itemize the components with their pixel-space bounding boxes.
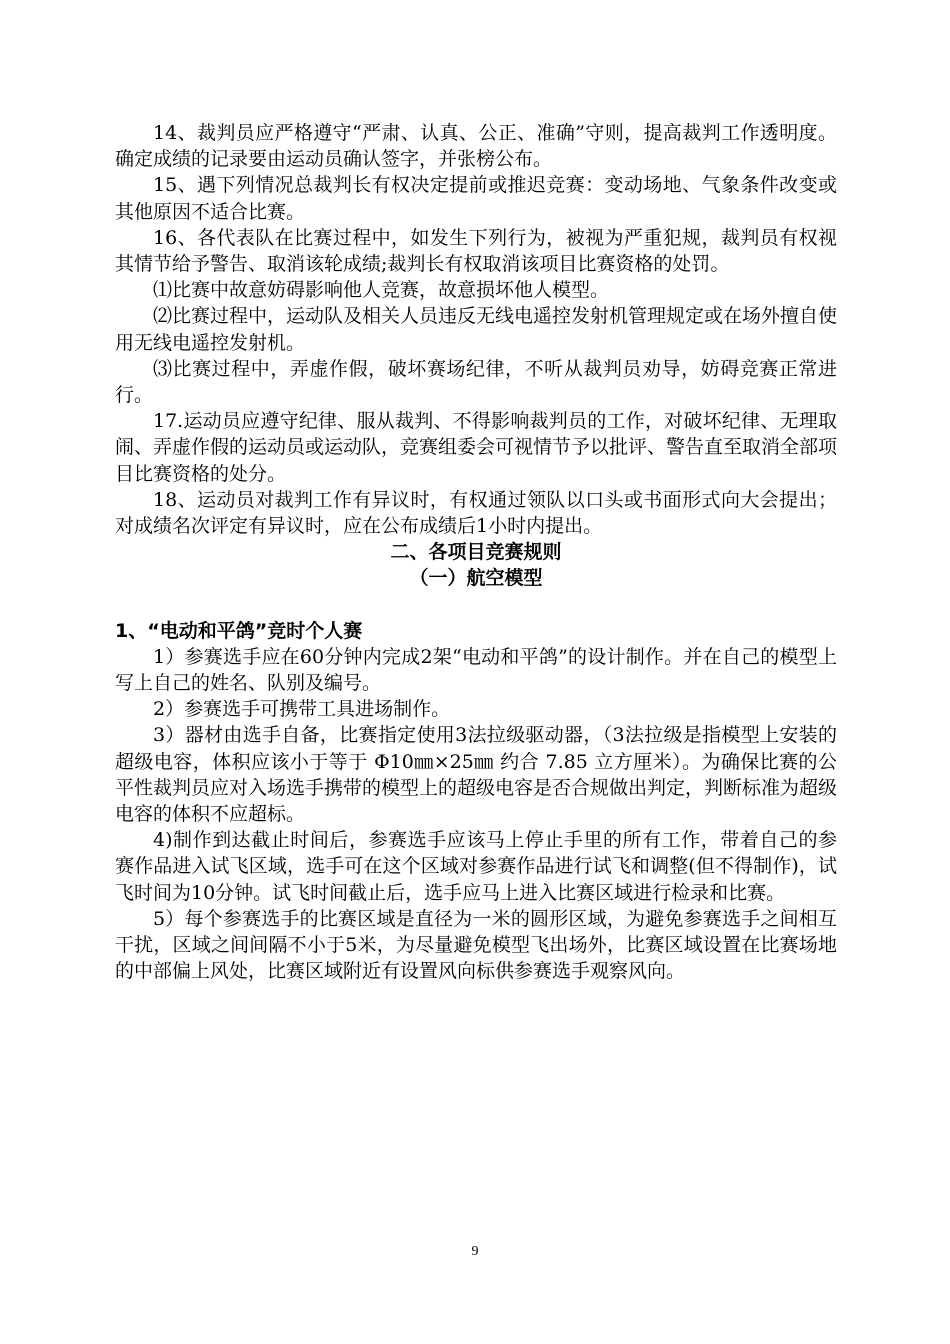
rule-16-item-3: ⑶比赛过程中，弄虚作假，破坏赛场纪律，不听从裁判员劝导，妨碍竞赛正常进行。 — [115, 357, 837, 407]
document-body — [115, 120, 837, 985]
rule-15: 15、遇下列情况总裁判长有权决定提前或推迟竞赛：变动场地、气象条件改变或其他原因不适合比赛。 — [115, 174, 837, 223]
event-item-5: 5）每个参赛选手的比赛区域是直径为一米的圆形区域，为避免参赛选手之间相互干扰，区域之间间隔不小于5米，为尽量避免模型飞出场外，比赛区域设置在比赛场地的中部偏上风处，比赛区域附近有设置风向标供参赛选手观察风向。 — [115, 907, 837, 983]
event-item-3: 3）器材由选手自备，比赛指定使用3法拉级驱动器，（3法拉级是指模型上安装的超级电容，体积应该小于等于 Φ10㎜×25㎜ 约合 7.85 立方厘米）。为确保比赛的公平性裁判员应对入场选手携带的模型上的超级电容是否合规做出判定，判断标准为超级电容的体积不应超标。 — [115, 724, 838, 826]
event-item-2: 2）参赛选手可携带工具进场制作。 — [153, 698, 451, 721]
page-number: 9 — [471, 1244, 479, 1259]
rule-16: 16、各代表队在比赛过程中，如发生下列行为，被视为严重犯规，裁判员有权视其情节给予警告、取消该轮成绩;裁判长有权取消该项目比赛资格的处罚。 — [115, 226, 837, 276]
rule-18: 18、运动员对裁判工作有异议时，有权通过领队以口头或书面形式向大会提出；对成绩名次评定有异议时，应在公布成绩后1小时内提出。 — [115, 488, 837, 538]
event-item-4: 4)制作到达截止时间后，参赛选手应该马上停止手里的所有工作，带着自己的参赛作品进入试飞区域，选手可在这个区域对参赛作品进行试飞和调整(但不得制作)，试飞时间为10分钟。试飞时间截止后，选手应马上进入比赛区域进行检录和比赛。 — [115, 829, 837, 904]
event-item-1: 1）参赛选手应在60分钟内完成2架“电动和平鸽”的设计制作。并在自己的模型上写上自己的姓名、队别及编号。 — [115, 645, 837, 695]
rule-16-item-2: ⑵比赛过程中，运动队及相关人员违反无线电遥控发射机管理规定或在场外擅自使用无线电遥控发射机。 — [115, 305, 838, 354]
rule-16-item-1: ⑴比赛中故意妨碍影响他人竞赛，故意损坏他人模型。 — [153, 279, 610, 302]
rule-17: 17.运动员应遵守纪律、服从裁判、不得影响裁判员的工作，对破坏纪律、无理取闹、弄虚作假的运动员或运动队，竞赛组委会可视情节予以批评、警告直至取消全部项目比赛资格的处分。 — [115, 410, 838, 485]
event-title: 1、“电动和平鸽”竞时个人赛 — [115, 619, 363, 642]
section-title: 二、各项目竞赛规则 — [390, 541, 562, 564]
rule-14: 14、裁判员应严格遵守“严肃、认真、公正、准确”守则，提高裁判工作透明度。确定成绩的记录要由运动员确认签字，并张榜公布。 — [115, 122, 837, 171]
subsection-title: （一）航空模型 — [409, 567, 543, 590]
